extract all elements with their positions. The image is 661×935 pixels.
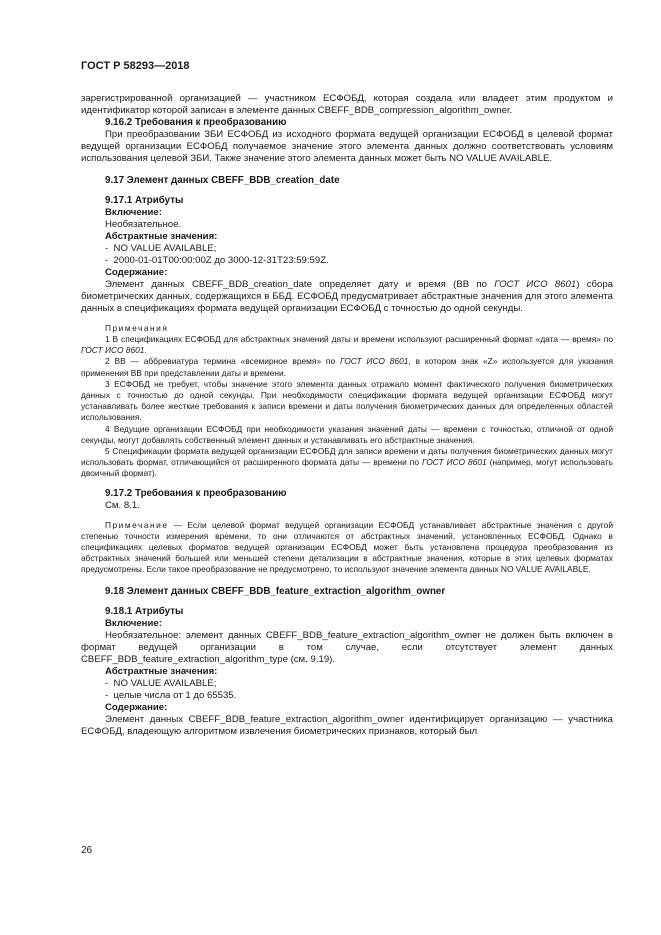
abstract-values-label: Абстрактные значения: [105, 665, 218, 677]
abstract-value-item: - 2000-01-01T00:00:00Z до 3000-12-31T23:59:59Z. [105, 255, 329, 266]
note-1: 1 В спецификациях ЕСФОБД для абстрактных значений даты и времени используют расширенный формат «дата — время» по ГОСТ ИСО 8601. [81, 334, 613, 356]
conversion-note: Примечание — Если целевой формат ведущей организации ЕСФОБД устанавливает абстрактные значения с другой степенью точности измерения времени, то они отличаются от абстрактных значений, установленных ЕСФОБД. Однако в спецификациях целевых форматов ведущей организации ЕСФОБД может быть установлена процедура преобразования из абстрактных значений большей или меньшей степени детализации в абстрактные значения, которые в этих целевых форматах предусмотрены. Если такое преобразование не предусмотрено, то используют значение элемента данных NO VALUE AVAILABLE. [81, 519, 613, 575]
section-9-17-2-text: См. 8.1. [105, 499, 140, 511]
section-9-18-1-title: 9.18.1 Атрибуты [105, 605, 184, 617]
page-number: 26 [81, 845, 93, 856]
intro-paragraph: зарегистрированной организацией — участником ЕСФОБД, которая создала или владеет этим продуктом и идентификатор которой записан в элементе данных CBEFF_BDB_compression_algorithm_owner. [81, 93, 613, 116]
section-9-17-title: 9.17 Элемент данных CBEFF_BDB_creation_date [105, 175, 340, 186]
note-3: 3 ЕСФОБД не требует, чтобы значение этого элемента данных отражало момент фактического получения биометрических данных с точностью до одной секунды. При необходимости спецификации формата ведущей организации ЕСФОБД могут устанавливать более жесткие требования к записи времени и даты получения биометрических данных для определенных областей использования. [81, 378, 613, 423]
content-text: Элемент данных CBEFF_BDB_creation_date определяет дату и время (ВВ по ГОСТ ИСО 8601) сбора биометрических данных, содержащихся в ББД. ЕСФОБД предусматривает абстрактные значения для этого элемента данных в спецификациях формата ведущей организации ЕСФОБД с точностью до одной секунды. [81, 279, 613, 314]
abstract-value-item: - целые числа от 1 до 65535. [105, 689, 237, 701]
inclusion-value: Необязательное. [105, 219, 182, 230]
section-9-17-2-title: 9.17.2 Требования к преобразованию [105, 487, 287, 499]
abstract-values-label: Абстрактные значения: [105, 231, 218, 242]
page-content [81, 93, 613, 738]
notes-heading: Примечания [105, 323, 169, 333]
section-9-16-2-title: 9.16.2 Требования к преобразованию [105, 117, 287, 128]
section-9-17-1-title: 9.17.1 Атрибуты [105, 195, 184, 206]
content-label: Содержание: [105, 701, 168, 713]
abstract-value-item: - NO VALUE AVAILABLE; [105, 243, 217, 254]
section-9-18-title: 9.18 Элемент данных CBEFF_BDB_feature_extraction_algorithm_owner [105, 585, 446, 597]
standard-header: ГОСТ Р 58293—2018 [81, 60, 190, 72]
section-9-16-2-text: При преобразовании ЗБИ ЕСФОБД из исходного формата ведущей организации ЕСФОБД в целевой формат ведущей организации ЕСФОБД получаемое значение этого элемента данных должно соответствовать условиям использования целевой ЗБИ. Также значение этого элемента данных может быть NO VALUE AVAILABLE. [81, 129, 613, 164]
content-text: Элемент данных CBEFF_BDB_feature_extraction_algorithm_owner идентифицирует организацию — участника ЕСФОБД, владеющую алгоритмом извлечения биометрических признаков, который был [81, 713, 613, 737]
abstract-value-item: - NO VALUE AVAILABLE; [105, 677, 217, 689]
note-2: 2 ВВ — аббревиатура термина «всемирное время» по ГОСТ ИСО 8601, в котором знак «Z» используется для указания применения ВВ при представлении даты и времени. [81, 356, 613, 378]
inclusion-text: Необязательное: элемент данных CBEFF_BDB_feature_extraction_algorithm_owner не должен быть включен в формат ведущей организации в том случае, если отсутствует элемент данных CBEFF_BDB_feature_extraction_algorithm_type (см. 9.19). [81, 629, 613, 665]
inclusion-label: Включение: [105, 207, 162, 218]
note-5: 5 Спецификации формата ведущей организации ЕСФОБД для записи времени и даты получения биометрических данных могут использовать формат, отличающийся от расширенного формата даты — времени по ГОСТ ИСО 8601 (например, могут использовать двоичный формат). [81, 446, 613, 479]
note-4: 4 Ведущие организации ЕСФОБД при необходимости указания значений даты — времени с точностью, отличной от одной секунды, могут добавлять собственный элемент данных и устанавливать его абстрактные значения. [81, 423, 613, 445]
inclusion-label: Включение: [105, 617, 162, 629]
content-label: Содержание: [105, 267, 168, 278]
